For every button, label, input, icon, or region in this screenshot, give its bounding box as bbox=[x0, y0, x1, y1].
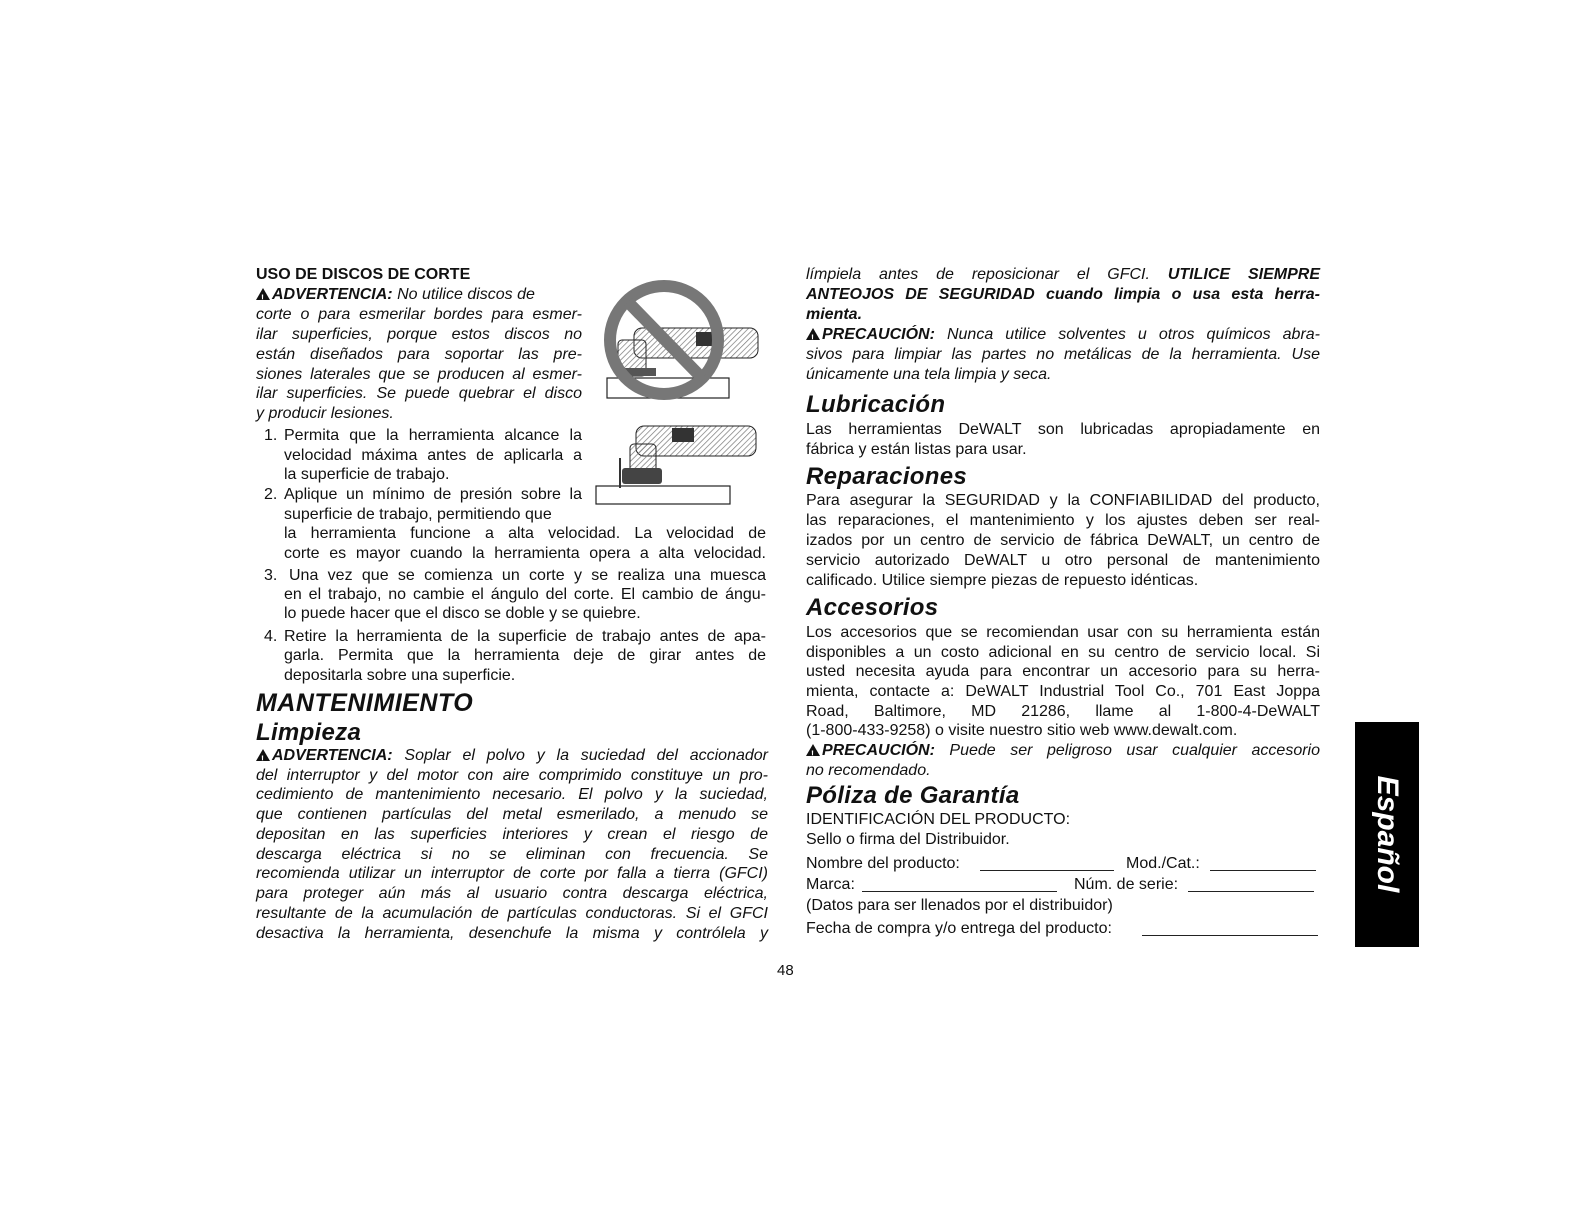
serial-label: Núm. de serie: bbox=[1074, 876, 1179, 893]
step-line: depositarla sobre una superficie. bbox=[284, 667, 516, 684]
cutting-illustration bbox=[594, 418, 762, 510]
brand-field[interactable] bbox=[862, 891, 1057, 892]
accessory-caution-line: no recomendado. bbox=[806, 762, 931, 779]
warning-line: ilar superficies, porque estos discos no bbox=[256, 326, 582, 343]
cleaning-first-line: !ADVERTENCIA: Soplar el polvo y la suciedad del accionador bbox=[256, 746, 768, 766]
serial-field[interactable] bbox=[1188, 891, 1314, 892]
warranty-title: Póliza de Garantía bbox=[806, 782, 1020, 809]
step-number: 3. bbox=[264, 567, 278, 584]
accessory-caution-line: !PRECAUCIÓN: Puede ser peligroso usar cualquier accesorio bbox=[806, 741, 1320, 761]
step-number: 4. bbox=[264, 628, 278, 645]
purchase-date-field[interactable] bbox=[1142, 935, 1318, 936]
repairs-line: las reparaciones, el mantenimiento y los ajustes deben ser real- bbox=[806, 512, 1320, 529]
caution-line: sivos para limpiar las partes no metálicas de la herramienta. Use bbox=[806, 346, 1320, 363]
cleaning-line: descarga eléctrica si no se eliminan con frecuencia. Se bbox=[256, 846, 768, 863]
repairs-title: Reparaciones bbox=[806, 463, 968, 490]
cleaning-line: recomienda utilizar un interruptor de corte por falla a tierra (GFCI) bbox=[256, 865, 768, 882]
brand-label: Marca: bbox=[806, 876, 855, 893]
warning-line: siones laterales que se producen al esmer- bbox=[256, 366, 582, 383]
step-number: 2. bbox=[264, 486, 278, 503]
warranty-note: (Datos para ser llenados por el distribuidor) bbox=[806, 897, 1113, 914]
cleaning-line: que contienen partículas del metal esmerilado, a menudo se bbox=[256, 806, 768, 823]
warranty-id: IDENTIFICACIÓN DEL PRODUCTO: bbox=[806, 811, 1071, 828]
step-line: corte es mayor cuando la herramienta opera a alta velocidad. bbox=[284, 545, 766, 562]
accessories-title: Accesorios bbox=[806, 594, 939, 621]
warning-line: corte o para esmerilar bordes para esmer- bbox=[256, 306, 582, 323]
warning-line: y producir lesiones. bbox=[256, 405, 394, 422]
cleaning-line: resultante de la acumulación de partículas conductoras. Si el GFCI bbox=[256, 905, 768, 922]
accessories-line: disponibles a un costo adicional en su centro de servicio local. Si bbox=[806, 644, 1320, 661]
caution-line: únicamente una tela limpia y seca. bbox=[806, 366, 1052, 383]
side-tab-label: Español bbox=[1371, 775, 1404, 893]
step-line: velocidad máxima antes de aplicarla a bbox=[284, 447, 582, 464]
maintenance-title: MANTENIMIENTO bbox=[256, 689, 474, 717]
caution-icon bbox=[806, 328, 820, 340]
continued-line: límpiela antes de reposicionar el GFCI. UTILICE SIEMPRE bbox=[806, 266, 1320, 283]
page-number: 48 bbox=[777, 962, 794, 979]
cleaning-line: depositan en las superficies interiores y crean el riesgo de bbox=[256, 826, 768, 843]
step-line: Retire la herramienta de la superficie de trabajo antes de apa- bbox=[284, 628, 766, 645]
warning-first-line: !ADVERTENCIA: No utilice discos de bbox=[256, 285, 535, 305]
warning-line: ilar superficies. Se puede quebrar el disco bbox=[256, 385, 582, 402]
lubrication-title: Lubricación bbox=[806, 391, 946, 418]
accessories-line: Los accesorios que se recomiendan usar con su herramienta están bbox=[806, 624, 1320, 641]
section-title: USO DE DISCOS DE CORTE bbox=[256, 266, 471, 283]
repairs-line: servicio autorizado DeWALT u otro personal de mantenimiento bbox=[806, 552, 1320, 569]
warranty-seal: Sello o firma del Distribuidor. bbox=[806, 831, 1010, 848]
step-line: la herramienta funcione a alta velocidad. La velocidad de bbox=[284, 525, 766, 542]
lubrication-line: fábrica y están listas para usar. bbox=[806, 441, 1027, 458]
continued-line: mienta. bbox=[806, 306, 863, 323]
step-line: en el trabajo, no cambie el ángulo del corte. El cambio de ángu- bbox=[284, 586, 766, 603]
cleaning-line: del interruptor y del motor con aire comprimido constituye un pro- bbox=[256, 767, 768, 784]
accessories-line: (1-800-433-9258) o visite nuestro sitio web www.dewalt.com. bbox=[806, 722, 1238, 739]
continued-line: ANTEOJOS DE SEGURIDAD cuando limpia o usa esta herra- bbox=[806, 286, 1320, 303]
repairs-line: calificado. Utilice siempre piezas de repuesto idénticas. bbox=[806, 572, 1199, 589]
accessories-line: usted necesita ayuda para encontrar un accesorio para su herra- bbox=[806, 663, 1320, 680]
step-line: Una vez que se comienza un corte y se realiza una muesca bbox=[289, 567, 766, 584]
caution-icon bbox=[806, 744, 820, 756]
product-name-field[interactable] bbox=[980, 870, 1114, 871]
model-field[interactable] bbox=[1210, 870, 1316, 871]
step-line: superficie de trabajo, permitiendo que bbox=[284, 506, 552, 523]
step-line: garla. Permita que la herramienta deje de girar antes de bbox=[284, 647, 766, 664]
repairs-line: Para asegurar la SEGURIDAD y la CONFIABILIDAD del producto, bbox=[806, 492, 1320, 509]
step-line: lo puede hacer que el disco se doble y se quiebre. bbox=[284, 605, 641, 622]
product-name-label: Nombre del producto: bbox=[806, 855, 960, 872]
model-label: Mod./Cat.: bbox=[1126, 855, 1200, 872]
step-line: Permita que la herramienta alcance la bbox=[284, 427, 582, 444]
step-line: Aplique un mínimo de presión sobre la bbox=[284, 486, 582, 503]
prohibited-use-illustration bbox=[604, 280, 764, 402]
step-line: la superficie de trabajo. bbox=[284, 466, 450, 483]
lubrication-line: Las herramientas DeWALT son lubricadas apropiadamente en bbox=[806, 421, 1320, 438]
purchase-date-label: Fecha de compra y/o entrega del producto: bbox=[806, 920, 1112, 937]
cleaning-title: Limpieza bbox=[256, 719, 362, 746]
cleaning-line: para proteger aún más al usuario contra descarga eléctrica, bbox=[256, 885, 768, 902]
warning-icon bbox=[256, 749, 270, 761]
cleaning-line: cedimiento de mantenimiento necesario. El polvo y la suciedad, bbox=[256, 786, 768, 803]
cleaning-line: desactiva la herramienta, desenchufe la misma y contrólela y bbox=[256, 925, 768, 942]
accessories-line: mienta, contacte a: DeWALT Industrial Tool Co., 701 East Joppa bbox=[806, 683, 1320, 700]
accessories-line: Road, Baltimore, MD 21286, llame al 1-800-4-DeWALT bbox=[806, 703, 1320, 720]
step-number: 1. bbox=[264, 427, 278, 444]
caution-first-line: !PRECAUCIÓN: Nunca utilice solventes u otros químicos abra- bbox=[806, 325, 1320, 345]
warning-icon bbox=[256, 288, 270, 300]
warning-line: están diseñados para soportar las pre- bbox=[256, 346, 582, 363]
repairs-line: izados por un centro de servicio de fábrica DeWALT, un centro de bbox=[806, 532, 1320, 549]
language-side-tab bbox=[1355, 722, 1419, 947]
